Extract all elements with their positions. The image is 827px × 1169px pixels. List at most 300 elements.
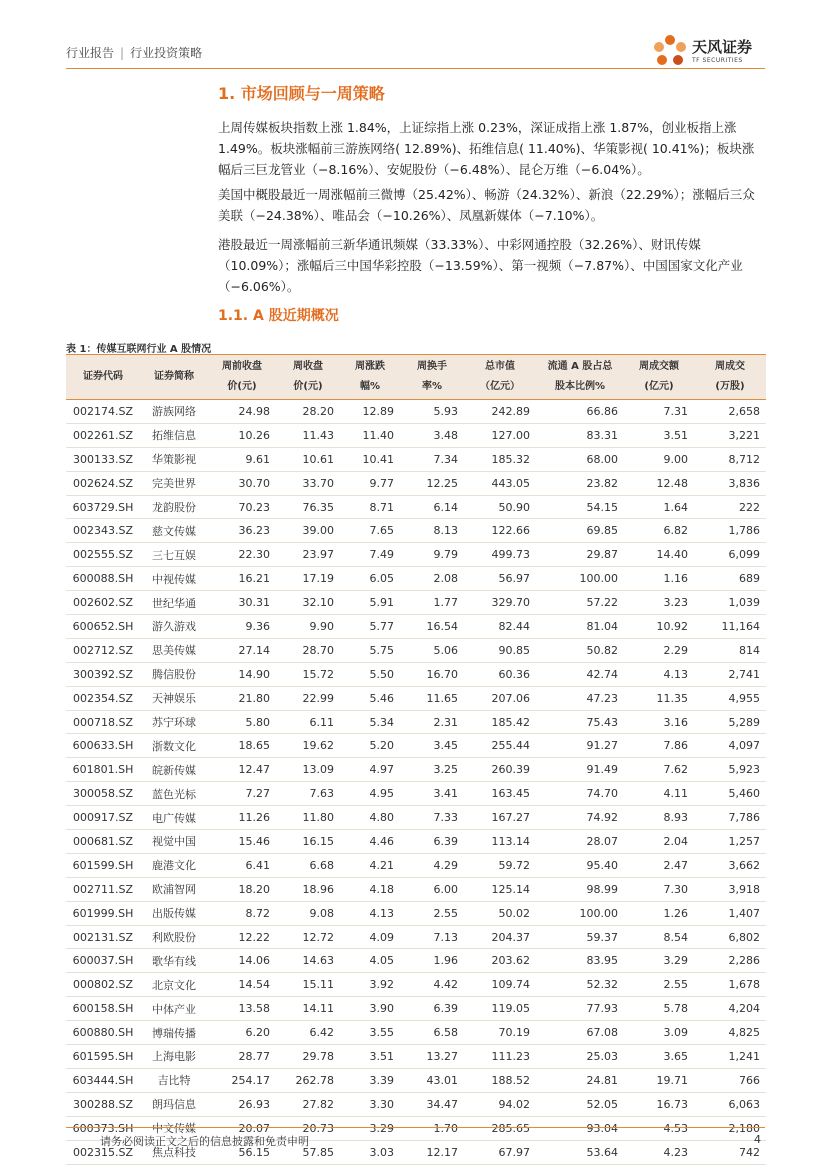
header-cell-line: 价(元) (227, 381, 257, 392)
table-cell: 3.55 (340, 1021, 400, 1045)
security-code-cell: 002712.SZ (66, 638, 140, 662)
table-cell: 4.09 (340, 925, 400, 949)
table-cell: 5.50 (340, 662, 400, 686)
security-name-cell: 吉比特 (140, 1068, 208, 1092)
table-cell: 5.75 (340, 638, 400, 662)
table-cell: 1,241 (694, 1045, 766, 1069)
table-cell: 56.97 (464, 567, 536, 591)
security-name-cell: 出版传媒 (140, 901, 208, 925)
table-cell: 122.66 (464, 519, 536, 543)
table-cell: 814 (694, 638, 766, 662)
table-cell: 7.65 (340, 519, 400, 543)
table-cell: 76.35 (276, 495, 340, 519)
table-cell: 14.54 (208, 973, 276, 997)
table-cell: 11.80 (276, 806, 340, 830)
table-row (66, 830, 766, 854)
table-cell: 113.14 (464, 830, 536, 854)
table-row (66, 734, 766, 758)
table-cell: 19.71 (624, 1068, 694, 1092)
table-cell: 260.39 (464, 758, 536, 782)
security-name-cell: 皖新传媒 (140, 758, 208, 782)
table-cell: 13.09 (276, 758, 340, 782)
table-cell: 11.65 (400, 686, 464, 710)
security-name-cell: 思美传媒 (140, 638, 208, 662)
table-cell: 255.44 (464, 734, 536, 758)
table-cell: 28.07 (536, 830, 624, 854)
table-cell: 3,662 (694, 853, 766, 877)
table-cell: 28.20 (276, 400, 340, 424)
table-cell: 9.00 (624, 447, 694, 471)
table-cell: 1,678 (694, 973, 766, 997)
header-cell-line: 证券代码 (83, 371, 123, 382)
table-cell: 43.01 (400, 1068, 464, 1092)
table-row (66, 423, 766, 447)
table-cell: 5.34 (340, 710, 400, 734)
security-code-cell: 000718.SZ (66, 710, 140, 734)
security-code-cell: 300392.SZ (66, 662, 140, 686)
table-cell: 3.29 (624, 949, 694, 973)
table-cell: 23.82 (536, 471, 624, 495)
table-cell: 163.45 (464, 782, 536, 806)
table-cell: 91.27 (536, 734, 624, 758)
table-cell: 52.05 (536, 1092, 624, 1116)
table-cell: 7.33 (400, 806, 464, 830)
table-cell: 36.23 (208, 519, 276, 543)
security-code-cell: 002343.SZ (66, 519, 140, 543)
header-cell-line: 周成交 (715, 361, 745, 372)
security-code-cell: 002315.SZ (66, 1140, 140, 1164)
security-name-cell: 腾信股份 (140, 662, 208, 686)
security-code-cell: 002711.SZ (66, 877, 140, 901)
table-cell: 25.03 (536, 1045, 624, 1069)
security-code-cell: 002261.SZ (66, 423, 140, 447)
table-header-cell (208, 355, 276, 400)
table-cell: 2.08 (400, 567, 464, 591)
security-code-cell: 601801.SH (66, 758, 140, 782)
table-row (66, 949, 766, 973)
table-cell: 18.65 (208, 734, 276, 758)
header-cell-line: 周换手 (417, 361, 447, 372)
table-cell: 50.90 (464, 495, 536, 519)
table-header-row (66, 355, 766, 400)
table-cell: 499.73 (464, 543, 536, 567)
table-cell: 5.06 (400, 638, 464, 662)
table-cell: 7.62 (624, 758, 694, 782)
table-header-cell (624, 355, 694, 400)
logo-name-en: TF SECURITIES (692, 57, 743, 64)
table-cell: 111.23 (464, 1045, 536, 1069)
table-row (66, 973, 766, 997)
table-cell: 1.96 (400, 949, 464, 973)
table-cell: 2,180 (694, 1116, 766, 1140)
security-name-cell: 北京文化 (140, 973, 208, 997)
table-cell: 3.29 (340, 1116, 400, 1140)
header-cell-line: 价(元) (293, 381, 323, 392)
security-name-cell: 欧浦智网 (140, 877, 208, 901)
table-cell: 9.08 (276, 901, 340, 925)
security-code-cell: 601595.SH (66, 1045, 140, 1069)
table-cell: 3.09 (624, 1021, 694, 1045)
table-cell: 9.79 (400, 543, 464, 567)
table-cell: 689 (694, 567, 766, 591)
header-category: 行业报告 (66, 46, 115, 60)
table-cell: 6.14 (400, 495, 464, 519)
stock-table (66, 354, 766, 1165)
table-cell: 34.47 (400, 1092, 464, 1116)
table-cell: 14.11 (276, 997, 340, 1021)
table-cell: 50.82 (536, 638, 624, 662)
table-cell: 8.13 (400, 519, 464, 543)
table-cell: 16.15 (276, 830, 340, 854)
table-cell: 93.04 (536, 1116, 624, 1140)
table-cell: 24.81 (536, 1068, 624, 1092)
table-cell: 285.65 (464, 1116, 536, 1140)
table-cell: 3.39 (340, 1068, 400, 1092)
table-cell: 109.74 (464, 973, 536, 997)
security-code-cell: 603444.SH (66, 1068, 140, 1092)
table-row (66, 782, 766, 806)
table-cell: 3.30 (340, 1092, 400, 1116)
table-cell: 70.23 (208, 495, 276, 519)
table-cell: 60.36 (464, 662, 536, 686)
table-cell: 4.42 (400, 973, 464, 997)
table-cell: 5.93 (400, 400, 464, 424)
footer-divider (66, 1127, 765, 1128)
table-cell: 5.80 (208, 710, 276, 734)
table-cell: 7.31 (624, 400, 694, 424)
security-code-cell: 600652.SH (66, 615, 140, 639)
security-name-cell: 歌华有线 (140, 949, 208, 973)
table-cell: 91.49 (536, 758, 624, 782)
table-row (66, 400, 766, 424)
table-cell: 12.72 (276, 925, 340, 949)
table-cell: 23.97 (276, 543, 340, 567)
table-cell: 2,286 (694, 949, 766, 973)
table-cell: 2.29 (624, 638, 694, 662)
table-cell: 6.20 (208, 1021, 276, 1045)
table-row (66, 1092, 766, 1116)
table-cell: 69.85 (536, 519, 624, 543)
security-name-cell: 拓维信息 (140, 423, 208, 447)
table-cell: 4,097 (694, 734, 766, 758)
table-cell: 6.41 (208, 853, 276, 877)
table-cell: 2.47 (624, 853, 694, 877)
security-code-cell: 002602.SZ (66, 591, 140, 615)
table-cell: 6.00 (400, 877, 464, 901)
table-cell: 204.37 (464, 925, 536, 949)
security-code-cell: 601999.SH (66, 901, 140, 925)
table-cell: 98.99 (536, 877, 624, 901)
table-cell: 6.42 (276, 1021, 340, 1045)
table-body (66, 400, 766, 1165)
brand-logo (650, 32, 770, 72)
security-code-cell: 300133.SZ (66, 447, 140, 471)
table-cell: 16.54 (400, 615, 464, 639)
table-cell: 14.90 (208, 662, 276, 686)
table-row (66, 997, 766, 1021)
security-code-cell: 603729.SH (66, 495, 140, 519)
table-row (66, 591, 766, 615)
footer-disclaimer: 请务必阅读正文之后的信息披露和免责申明 (100, 1135, 309, 1148)
table-cell: 1,257 (694, 830, 766, 854)
table-cell: 90.85 (464, 638, 536, 662)
table-cell: 119.05 (464, 997, 536, 1021)
table-row (66, 662, 766, 686)
table-cell: 5.20 (340, 734, 400, 758)
header-cell-line: 股本比例% (554, 381, 606, 392)
table-cell: 12.89 (340, 400, 400, 424)
table-cell: 7.34 (400, 447, 464, 471)
table-cell: 82.44 (464, 615, 536, 639)
table-cell: 53.64 (536, 1140, 624, 1164)
security-name-cell: 苏宁环球 (140, 710, 208, 734)
table-cell: 59.37 (536, 925, 624, 949)
table-cell: 16.70 (400, 662, 464, 686)
table-cell: 5,289 (694, 710, 766, 734)
table-cell: 8,712 (694, 447, 766, 471)
table-cell: 3.03 (340, 1140, 400, 1164)
table-cell: 3.41 (400, 782, 464, 806)
table-cell: 185.42 (464, 710, 536, 734)
security-name-cell: 朗玛信息 (140, 1092, 208, 1116)
table-cell: 14.40 (624, 543, 694, 567)
table-cell: 13.58 (208, 997, 276, 1021)
table-cell: 10.41 (340, 447, 400, 471)
table-cell: 17.19 (276, 567, 340, 591)
table-row (66, 447, 766, 471)
table-header-cell (694, 355, 766, 400)
table-cell: 56.15 (208, 1140, 276, 1164)
security-code-cell: 002354.SZ (66, 686, 140, 710)
table-cell: 1.64 (624, 495, 694, 519)
logo-name-cn: 天风证券 (692, 38, 753, 56)
table-cell: 22.30 (208, 543, 276, 567)
security-code-cell: 600037.SH (66, 949, 140, 973)
table-cell: 83.95 (536, 949, 624, 973)
security-code-cell: 000681.SZ (66, 830, 140, 854)
table-cell: 3.90 (340, 997, 400, 1021)
table-cell: 4,955 (694, 686, 766, 710)
table-cell: 54.15 (536, 495, 624, 519)
table-cell: 3.65 (624, 1045, 694, 1069)
security-code-cell: 002174.SZ (66, 400, 140, 424)
security-name-cell: 世纪华通 (140, 591, 208, 615)
table-cell: 4.23 (624, 1140, 694, 1164)
table-cell: 3,836 (694, 471, 766, 495)
security-name-cell: 视觉中国 (140, 830, 208, 854)
table-row (66, 1021, 766, 1045)
header-cell-line: 幅% (359, 381, 381, 392)
table-cell: 27.82 (276, 1092, 340, 1116)
table-row (66, 638, 766, 662)
table-cell: 7.13 (400, 925, 464, 949)
header-cell-line: 周收盘 (293, 361, 323, 372)
table-cell: 4.95 (340, 782, 400, 806)
table-cell: 47.23 (536, 686, 624, 710)
table-row (66, 519, 766, 543)
paragraph-a-share: 上周传媒板块指数上涨 1.84%，上证综指上涨 0.23%，深证成指上涨 1.87%，创业板指上涨 1.49%。板块涨幅前三游族网络( 12.89%)、拓维信息( 11.40%)、华策影视( 10.41%)；板块涨幅后三巨龙管业（−8.16%）、安妮股份（−6.48%）、昆仑万维（−6.04%）。 (218, 120, 755, 177)
table-cell: 6.11 (276, 710, 340, 734)
table-cell: 2,741 (694, 662, 766, 686)
table-cell: 4,825 (694, 1021, 766, 1045)
table-cell: 9.36 (208, 615, 276, 639)
section-title: 1. 市场回顾与一周策略 (218, 84, 385, 103)
table-cell: 59.72 (464, 853, 536, 877)
table-cell: 11.35 (624, 686, 694, 710)
table-cell: 30.31 (208, 591, 276, 615)
table-cell: 4.18 (340, 877, 400, 901)
table-cell: 222 (694, 495, 766, 519)
security-code-cell: 600373.SH (66, 1116, 140, 1140)
table-row (66, 1045, 766, 1069)
header-cell-line: 率% (421, 381, 443, 392)
security-name-cell: 焦点科技 (140, 1140, 208, 1164)
table-cell: 66.86 (536, 400, 624, 424)
table-header-cell (464, 355, 536, 400)
security-name-cell: 龙韵股份 (140, 495, 208, 519)
table-cell: 5.78 (624, 997, 694, 1021)
table-cell: 8.72 (208, 901, 276, 925)
table-cell: 11,164 (694, 615, 766, 639)
paragraph-hk-stocks: 港股最近一周涨幅前三新华通讯频媒（33.33%）、中彩网通控股（32.26%）、财讯传媒（10.09%）；涨幅后三中国华彩控股（−13.59%）、第一视频（−7.87%）、中国国家文化产业（−6.06%）。 (218, 237, 743, 294)
table-cell: 2.55 (400, 901, 464, 925)
table-cell: 185.32 (464, 447, 536, 471)
table-cell: 4.21 (340, 853, 400, 877)
table-cell: 28.77 (208, 1045, 276, 1069)
table-row (66, 758, 766, 782)
table-cell: 67.97 (464, 1140, 536, 1164)
table-cell: 20.73 (276, 1116, 340, 1140)
table-cell: 3,918 (694, 877, 766, 901)
table-cell: 30.70 (208, 471, 276, 495)
table-row (66, 567, 766, 591)
table-cell: 81.04 (536, 615, 624, 639)
table-cell: 127.00 (464, 423, 536, 447)
table-row (66, 471, 766, 495)
table-cell: 12.25 (400, 471, 464, 495)
table-cell: 254.17 (208, 1068, 276, 1092)
table-cell: 15.11 (276, 973, 340, 997)
table-header-cell (140, 355, 208, 400)
table-cell: 1,039 (694, 591, 766, 615)
table-row (66, 543, 766, 567)
table-cell: 262.78 (276, 1068, 340, 1092)
subsection-title: 1.1. A 股近期概况 (218, 308, 339, 324)
table-cell: 29.87 (536, 543, 624, 567)
table-cell: 57.85 (276, 1140, 340, 1164)
table-cell: 12.47 (208, 758, 276, 782)
table-cell: 6.82 (624, 519, 694, 543)
security-name-cell: 中体产业 (140, 997, 208, 1021)
table-cell: 7,786 (694, 806, 766, 830)
table-cell: 32.10 (276, 591, 340, 615)
table-cell: 11.26 (208, 806, 276, 830)
table-cell: 7.86 (624, 734, 694, 758)
security-code-cell: 000802.SZ (66, 973, 140, 997)
security-code-cell: 300288.SZ (66, 1092, 140, 1116)
table-cell: 1,407 (694, 901, 766, 925)
table-cell: 20.07 (208, 1116, 276, 1140)
table-cell: 9.61 (208, 447, 276, 471)
table-cell: 10.61 (276, 447, 340, 471)
table-cell: 39.00 (276, 519, 340, 543)
table-row (66, 686, 766, 710)
table-cell: 2.04 (624, 830, 694, 854)
table-cell: 6.39 (400, 830, 464, 854)
table-cell: 3.45 (400, 734, 464, 758)
table-cell: 12.22 (208, 925, 276, 949)
security-name-cell: 上海电影 (140, 1045, 208, 1069)
security-name-cell: 完美世界 (140, 471, 208, 495)
table-cell: 3.48 (400, 423, 464, 447)
security-name-cell: 游久游戏 (140, 615, 208, 639)
table-cell: 1.26 (624, 901, 694, 925)
table-cell: 52.32 (536, 973, 624, 997)
security-name-cell: 中文传媒 (140, 1116, 208, 1140)
header-cell-line: （亿元） (480, 381, 520, 392)
table-cell: 6.68 (276, 853, 340, 877)
table-cell: 3.16 (624, 710, 694, 734)
table-cell: 207.06 (464, 686, 536, 710)
table-row (66, 853, 766, 877)
table-cell: 766 (694, 1068, 766, 1092)
table-cell: 67.08 (536, 1021, 624, 1045)
table-header-cell (400, 355, 464, 400)
table-cell: 6.58 (400, 1021, 464, 1045)
security-code-cell: 600633.SH (66, 734, 140, 758)
table-cell: 68.00 (536, 447, 624, 471)
table-cell: 4.11 (624, 782, 694, 806)
table-cell: 6.05 (340, 567, 400, 591)
table-cell: 94.02 (464, 1092, 536, 1116)
table-cell: 3.92 (340, 973, 400, 997)
table-cell: 24.98 (208, 400, 276, 424)
table-header-cell (340, 355, 400, 400)
security-code-cell: 600158.SH (66, 997, 140, 1021)
table-cell: 4.05 (340, 949, 400, 973)
security-name-cell: 蓝色光标 (140, 782, 208, 806)
table-row (66, 925, 766, 949)
table-cell: 4.80 (340, 806, 400, 830)
table-cell: 83.31 (536, 423, 624, 447)
table-cell: 9.90 (276, 615, 340, 639)
header-cell-line: 流通 A 股占总 (547, 361, 613, 372)
table-cell: 4.53 (624, 1116, 694, 1140)
table-cell: 1,786 (694, 519, 766, 543)
table-cell: 29.78 (276, 1045, 340, 1069)
table-row (66, 495, 766, 519)
table-cell: 33.70 (276, 471, 340, 495)
report-header (66, 44, 202, 61)
security-code-cell: 002131.SZ (66, 925, 140, 949)
table-cell: 3,221 (694, 423, 766, 447)
table-cell: 742 (694, 1140, 766, 1164)
header-cell-line: 周涨跌 (355, 361, 385, 372)
table-cell: 3.23 (624, 591, 694, 615)
table-cell: 3.51 (624, 423, 694, 447)
table-row (66, 901, 766, 925)
security-code-cell: 601599.SH (66, 853, 140, 877)
table-cell: 75.43 (536, 710, 624, 734)
security-name-cell: 慈文传媒 (140, 519, 208, 543)
table-cell: 10.92 (624, 615, 694, 639)
table-header-cell (536, 355, 624, 400)
table-cell: 7.49 (340, 543, 400, 567)
table-cell: 1.16 (624, 567, 694, 591)
table-caption: 表 1：传媒互联网行业 A 股情况 (66, 344, 212, 355)
table-header-cell (276, 355, 340, 400)
security-name-cell: 鹿港文化 (140, 853, 208, 877)
